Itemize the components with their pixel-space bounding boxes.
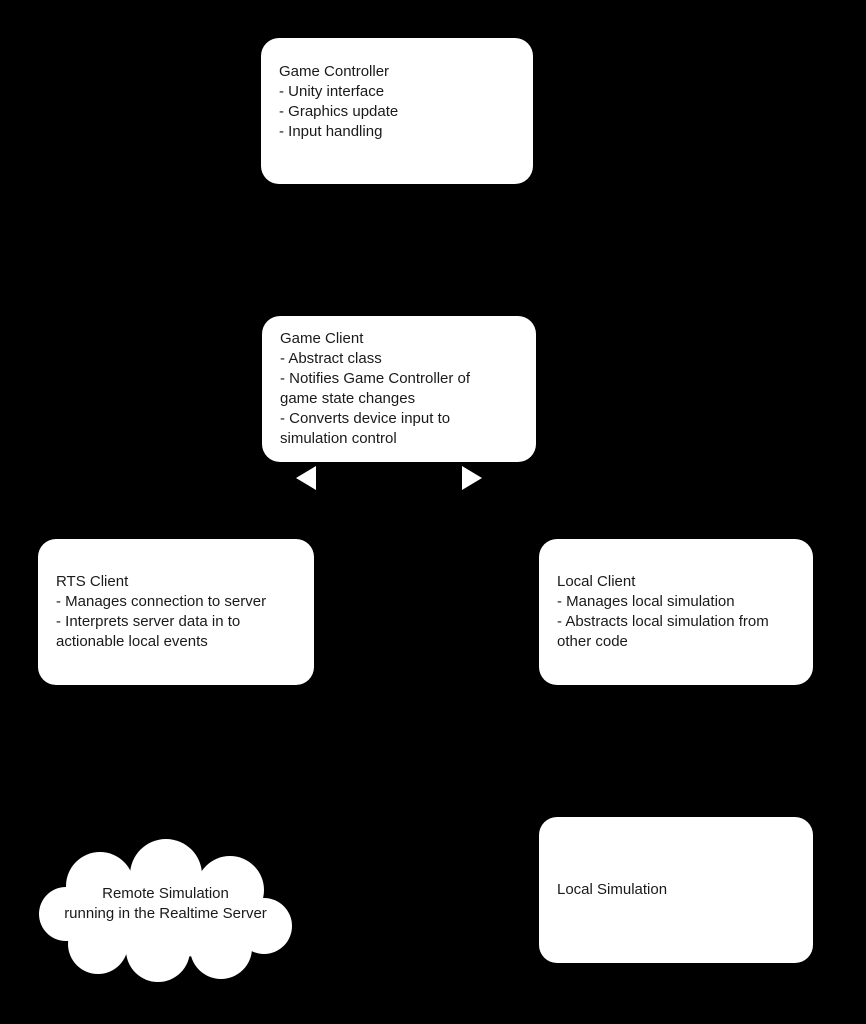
node-bullet: - Abstract class: [280, 350, 382, 367]
node-bullet: - Converts device input to: [280, 410, 451, 427]
node-title: Game Controller: [279, 63, 390, 80]
node-game-controller: [261, 38, 533, 184]
right-arrowhead-icon: [462, 466, 482, 490]
node-bullet: - Abstracts local simulation from: [557, 613, 769, 630]
node-local-simulation: [539, 817, 813, 963]
node-bullet-continuation: game state changes: [280, 390, 416, 407]
node-bullet-continuation: actionable local events: [56, 633, 208, 650]
node-game-client: [262, 316, 536, 462]
left-arrowhead-icon: [296, 466, 316, 490]
node-title: RTS Client: [56, 573, 129, 590]
node-bullet: - Interprets server data in to: [56, 613, 241, 630]
cloud-text-line: running in the Realtime Server: [64, 905, 267, 922]
node-bullet: - Manages connection to server: [56, 593, 267, 610]
node-bullet: - Notifies Game Controller of: [280, 370, 471, 387]
cloud-text-line: Remote Simulation: [102, 885, 229, 902]
node-title: Local Client: [557, 573, 636, 590]
node-bullet-continuation: simulation control: [280, 430, 397, 447]
node-local-client: [539, 539, 813, 685]
node-rts-client: [38, 539, 314, 685]
cloud-text: [38, 884, 293, 924]
node-title: Local Simulation: [557, 881, 668, 898]
node-remote-simulation-cloud: [38, 838, 293, 983]
node-bullet: - Unity interface: [279, 83, 385, 100]
node-bullet: - Manages local simulation: [557, 593, 735, 610]
node-bullet-continuation: other code: [557, 633, 628, 650]
node-title: Game Client: [280, 330, 364, 347]
node-bullet: - Input handling: [279, 123, 383, 140]
node-bullet: - Graphics update: [279, 103, 399, 120]
